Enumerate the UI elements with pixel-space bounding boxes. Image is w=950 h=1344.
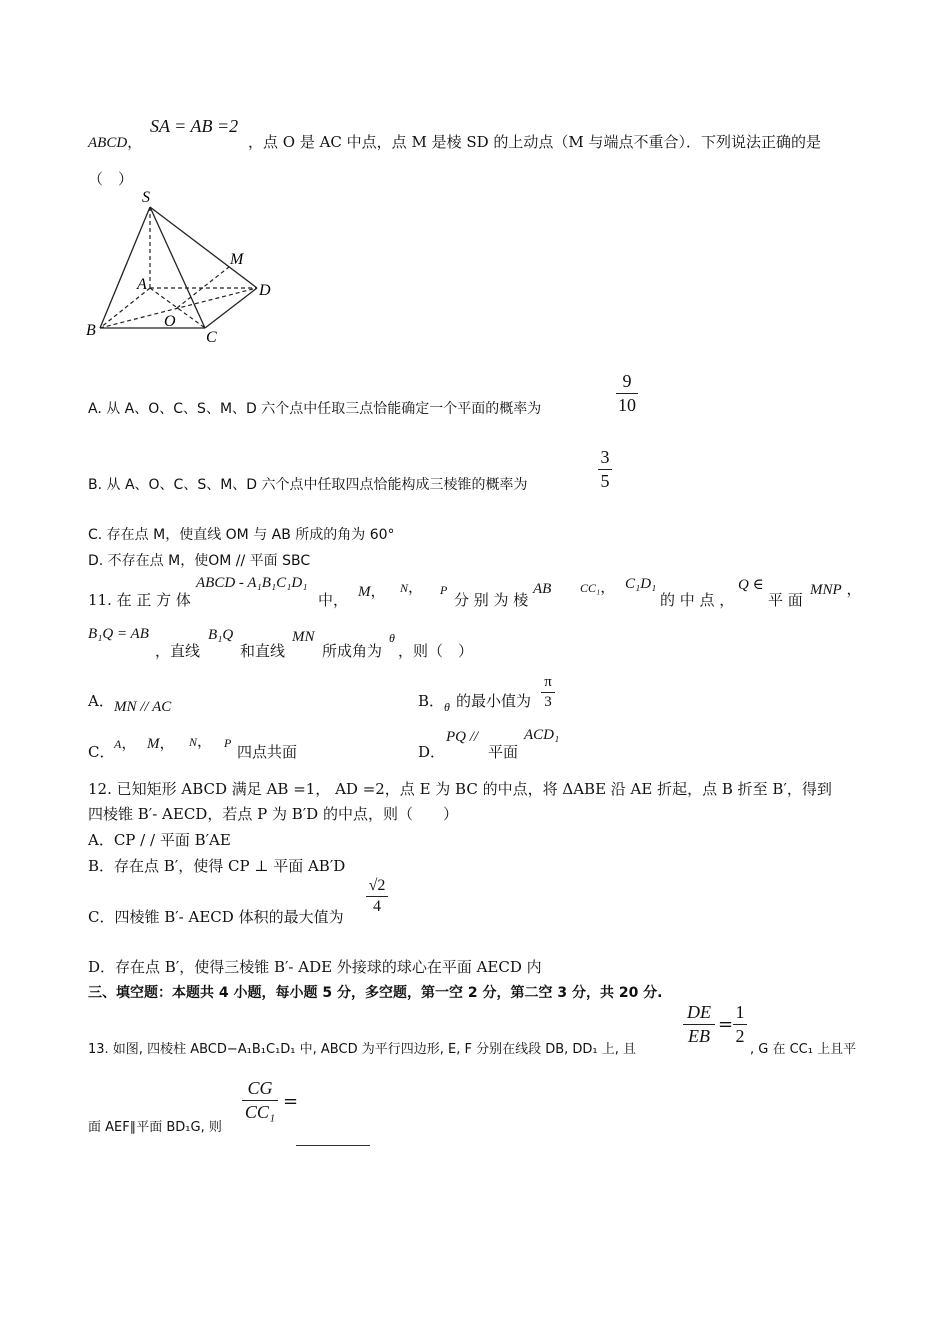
q11-cube: ABCD - A₁B₁C₁D₁	[196, 575, 308, 591]
q11-option-d: D．	[418, 743, 446, 761]
q11-line2-a: ，直线	[155, 642, 201, 660]
q11-line2-d: ，则（ ）	[398, 642, 474, 660]
q12-line1: 12. 已知矩形 ABCD 满足 AB =1， AD =2，点 E 为 BC 的中点，将 ΔABE 沿 AE 折起，点 B 折至 B′，得到	[88, 780, 832, 798]
q11-option-b-theta: θ	[444, 700, 450, 714]
section-3-heading: 三、填空题：本题共 4 小题，每小题 5 分，多空题，第一空 2 分，第二空 3 分，共 20 分.	[88, 985, 663, 1001]
q11-MNP: MNP ，	[810, 580, 862, 598]
edge-AB	[100, 288, 150, 328]
q10-intro-text: ，点 O 是 AC 中点，点 M 是棱 SD 的上动点（M 与端点不重合）．下列说法正确的是	[248, 133, 822, 151]
q13-line1-end: , G 在 CC₁ 上且平	[750, 1042, 857, 1057]
q11-option-c-N: N，	[189, 732, 213, 750]
q11-line2-eq: B₁Q = AB	[88, 626, 149, 642]
q10-intro-line: ABCD，	[88, 133, 143, 151]
q13-line1: 13. 如图, 四棱柱 ABCD−A₁B₁C₁D₁ 中, ABCD 为平行四边形, E, F 分别在线段 DB, DD₁ 上, 且	[88, 1042, 637, 1057]
label-B: B	[86, 322, 96, 339]
q11-option-b-text: 的最小值为	[456, 692, 532, 710]
q13-fraction-de-eb: DE EB	[683, 1002, 715, 1047]
edge-CD	[205, 288, 257, 328]
q11-N: N，	[400, 578, 424, 596]
q11-option-b-fraction: π 3	[541, 674, 555, 711]
q11-plane: 平 面	[768, 591, 803, 609]
q12-option-b: B．存在点 B′，使得 CP ⊥ 平面 AB′D	[88, 857, 346, 875]
q12-option-c-fraction: √2 4	[366, 877, 388, 916]
q11-option-c-P: P	[224, 736, 232, 750]
q11-line2-b: 和直线	[240, 642, 286, 660]
q13-line2: 面 AEF∥平面 BD₁G, 则	[88, 1120, 222, 1135]
q11-option-d-text: 平面	[488, 743, 519, 761]
q11-option-c-M: M，	[147, 734, 175, 752]
q10-abcd: ABCD	[88, 135, 128, 151]
q13-answer-blank[interactable]	[296, 1126, 370, 1146]
pyramid-figure	[82, 185, 282, 350]
q11-M: M，	[358, 582, 386, 600]
q11-C1D1: C₁D₁	[625, 576, 657, 592]
q11-fenbie: 分 别 为 棱	[454, 591, 529, 609]
q11-option-c-points: A，	[114, 734, 137, 752]
q10-option-d: D. 不存在点 M，使OM // 平面 SBC	[88, 553, 311, 569]
edge-SB	[100, 207, 150, 328]
q13-equals-2: =	[283, 1091, 299, 1112]
q12-option-a: A．CP / / 平面 B′AE	[88, 831, 231, 849]
q12-line2: 四棱锥 B′- AECD，若点 P 为 B′D 的中点，则（ ）	[88, 805, 458, 823]
q12-option-c: C．四棱锥 B′- AECD 体积的最大值为	[88, 908, 344, 926]
q11-option-d-math: PQ //	[446, 729, 479, 745]
q11-zhong: 中，	[318, 591, 349, 609]
edge-SC	[150, 207, 205, 328]
q11-CC1: CC₁，	[580, 578, 616, 596]
q11-option-b: B．	[418, 692, 445, 710]
label-M: M	[230, 251, 244, 268]
q11-stem: 11. 在 正 方 体	[88, 591, 191, 609]
edge-SD	[150, 207, 257, 288]
q10-option-a-fraction: 9 10	[618, 371, 636, 415]
q11-option-c-text: 四点共面	[237, 743, 298, 761]
label-D: D	[259, 282, 271, 299]
q11-line2-c: 所成角为	[322, 642, 383, 660]
q11-theta: θ	[389, 631, 395, 645]
q10-option-a: A. 从 A、O、C、S、M、D 六个点中任取三点恰能确定一个平面的概率为	[88, 401, 542, 417]
q10-equation: SA = AB =2	[150, 116, 239, 136]
q12-option-d: D．存在点 B′，使得三棱锥 B′- ADE 外接球的球心在平面 AECD 内	[88, 958, 542, 976]
q11-B1Q: B₁Q	[208, 627, 234, 643]
q13-equals: =	[718, 1014, 734, 1035]
q10-paren: （ ）	[88, 170, 134, 188]
q11-AB: AB	[533, 581, 552, 597]
q11-MN: MN	[292, 629, 315, 645]
label-O: O	[164, 313, 176, 330]
q11-option-c: C．	[88, 743, 115, 761]
q11-option-a-math: MN // AC	[114, 699, 172, 715]
q11-midpoint: 的 中 点 ，	[660, 591, 735, 609]
q10-option-b: B. 从 A、O、C、S、M、D 六个点中任取四点恰能构成三棱锥的概率为	[88, 477, 528, 493]
diag-BD	[100, 288, 257, 328]
q11-P: P	[440, 583, 448, 597]
label-S: S	[142, 189, 150, 206]
q10-option-c: C. 存在点 M，使直线 OM 与 AB 所成的角为 60°	[88, 527, 395, 543]
q13-fraction-cg-cc1: CG CC₁	[242, 1078, 278, 1123]
label-A: A	[137, 276, 147, 293]
q10-option-b-fraction: 3 5	[598, 447, 612, 492]
q11-Q: Q ∈	[738, 577, 764, 593]
q13-fraction-half: 1 2	[733, 1002, 747, 1047]
label-C: C	[206, 329, 217, 346]
q11-option-a: A．	[88, 692, 114, 710]
q11-option-d-plane: ACD₁	[524, 727, 560, 743]
